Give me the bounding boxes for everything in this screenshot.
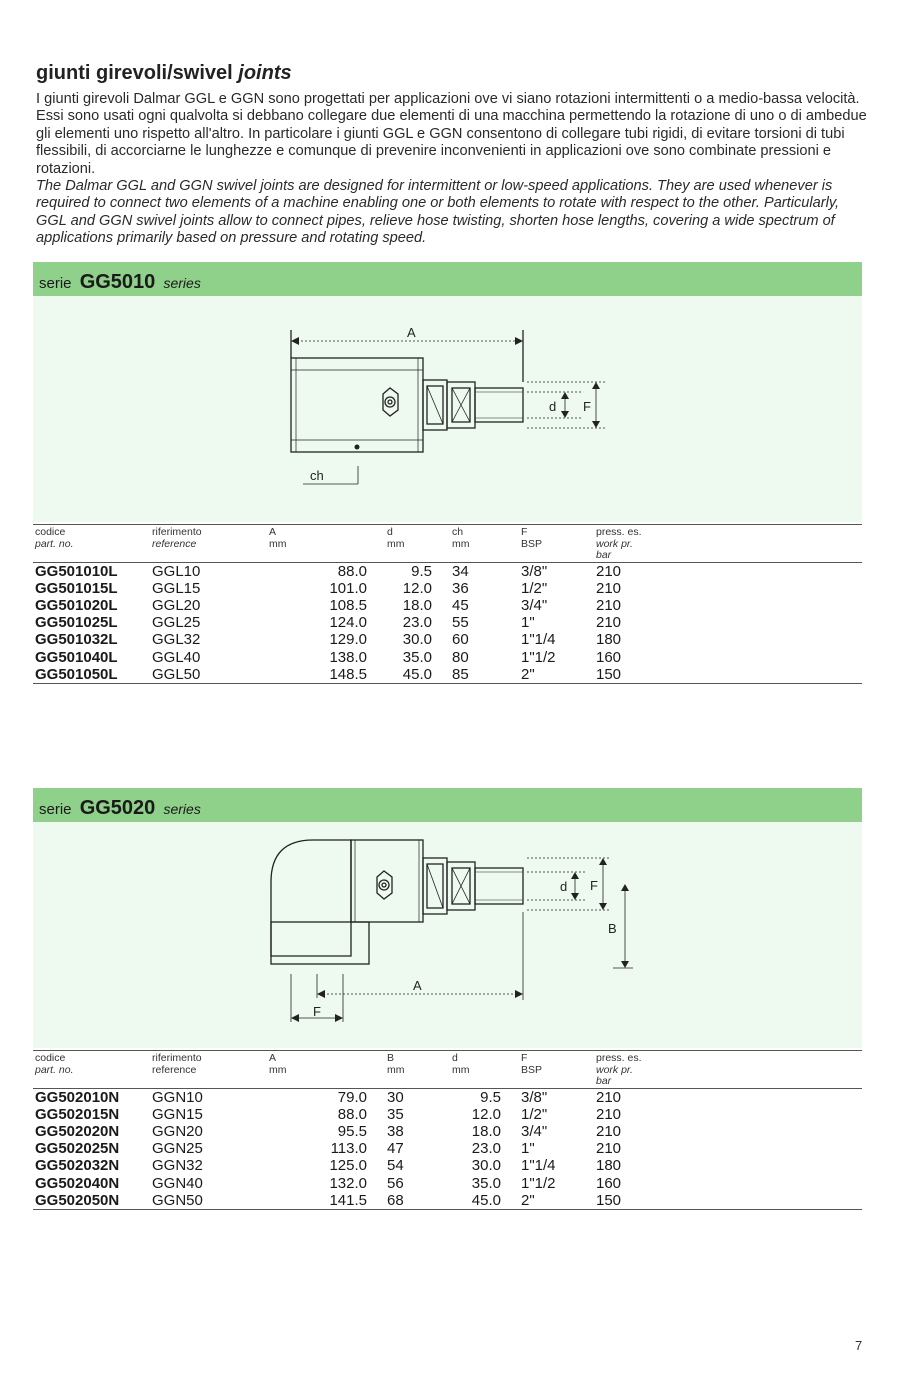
dim-label-d: d: [549, 399, 557, 414]
series-header-gg5010: [33, 262, 862, 296]
dim-label-f-bottom: F: [313, 1004, 321, 1019]
header-reference: riferimento reference: [152, 526, 202, 550]
table-row: GG501050L GGL50 148.5 45.0 85 2" 150: [33, 666, 862, 684]
table-row: GG501020L GGL20 108.5 18.0 45 3/4" 210: [35, 596, 622, 614]
table-row: GG502015N GGN15 88.0 35 12.0 1/2" 210: [35, 1105, 622, 1123]
spec-table-gg5020: [33, 1050, 862, 1210]
dim-label-a: A: [413, 978, 422, 993]
header-b: B mm: [387, 1052, 405, 1076]
intro-english: The Dalmar GGL and GGN swivel joints are designed for intermittent or low-speed applications. They are used whenever is required to connect two elements of a machine enabling one or both elements to rotate with respect to the other. Particularly, GGL and GGN swivel joints allow to connect pipes, relieve hose twisting, shorten hose lengths, covering a wide spectrum of applications primarily based on pressure and rotating speed.: [36, 178, 840, 247]
table-row: GG501032L GGL32 129.0 30.0 60 1"1/4 180: [35, 631, 622, 649]
header-part-no: codice part. no.: [35, 1052, 74, 1076]
table-header-row: [33, 1051, 862, 1089]
table-row: GG502050N GGN50 141.5 68 45.0 2" 150: [33, 1192, 862, 1210]
header-a: A mm: [269, 526, 287, 550]
swivel-joint-elbow-drawing: [33, 822, 862, 1048]
series-code: GG5020: [79, 797, 156, 819]
table-row: GG502032N GGN32 125.0 54 30.0 1"1/4 180: [35, 1157, 622, 1175]
table-row: GG502025N GGN25 113.0 47 23.0 1" 210: [35, 1140, 622, 1158]
dim-label-a: A: [407, 325, 416, 340]
page-title-italic: joints: [238, 62, 292, 84]
series-prefix: serie: [39, 275, 72, 292]
series-suffix: series: [163, 801, 201, 817]
table-row: GG501010L GGL10 88.0 9.5 34 3/8" 210: [35, 562, 622, 580]
drawing-area-gg5020: [33, 822, 862, 1048]
series-prefix: serie: [39, 801, 72, 818]
spec-table-gg5010: [33, 524, 862, 684]
header-d: d mm: [387, 526, 405, 550]
page-title: [36, 62, 292, 85]
header-reference: riferimento reference: [152, 1052, 202, 1076]
header-part-no: codice part. no.: [35, 526, 74, 550]
table-row: GG502020N GGN20 95.5 38 18.0 3/4" 210: [35, 1122, 622, 1140]
dim-label-ch: ch: [310, 468, 324, 483]
table-row: GG501025L GGL25 124.0 23.0 55 1" 210: [35, 614, 622, 632]
header-f: F BSP: [521, 526, 543, 550]
intro-text: [36, 91, 871, 248]
header-f: F BSP: [521, 1052, 543, 1076]
page-number: 7: [855, 1338, 863, 1353]
intro-italian: I giunti girevoli Dalmar GGL e GGN sono progettati per applicazioni ove vi siano rotazioni intermittenti o a medio-bassa velocità. Essi sono usati ogni qualvolta si debbano collegare due elementi di una macchina permettendo la rotazione di uno o di ambedue gli elementi uno rispetto all'altro. In particolare i giunti GGL e GGN consentono di collegare tubi rigidi, di evitare torsioni di tubi flessibili, di accorciarne le lunghezze e comunque di prevenire inconvenienti in applicazioni ove sono combinate pressioni e rotazioni.: [36, 91, 867, 177]
series-label: [39, 271, 201, 294]
header-pressure: press. es. work pr. bar: [596, 1052, 642, 1087]
page-title-prefix: giunti girevoli/swivel: [36, 62, 233, 84]
header-ch: ch mm: [452, 526, 470, 550]
header-a: A mm: [269, 1052, 287, 1076]
swivel-joint-straight-drawing: [33, 296, 862, 522]
header-pressure: press. es. work pr. bar: [596, 526, 642, 561]
header-d: d mm: [452, 1052, 470, 1076]
dim-label-f: F: [583, 399, 591, 414]
drawing-area-gg5010: [33, 296, 862, 522]
dim-label-b: B: [608, 921, 617, 936]
series-code: GG5010: [79, 271, 156, 293]
table-row: GG501015L GGL15 101.0 12.0 36 1/2" 210: [35, 579, 622, 597]
table-row: GG502010N GGN10 79.0 30 9.5 3/8" 210: [35, 1088, 622, 1106]
dim-label-d: d: [560, 879, 568, 894]
series-header-gg5020: [33, 788, 862, 822]
table-header-row: [33, 525, 862, 563]
dim-label-f-top: F: [590, 878, 598, 893]
series-label: [39, 797, 201, 820]
table-row: GG502040N GGN40 132.0 56 35.0 1"1/2 160: [35, 1174, 622, 1192]
table-row: GG501040L GGL40 138.0 35.0 80 1"1/2 160: [35, 648, 622, 666]
series-suffix: series: [163, 275, 201, 291]
